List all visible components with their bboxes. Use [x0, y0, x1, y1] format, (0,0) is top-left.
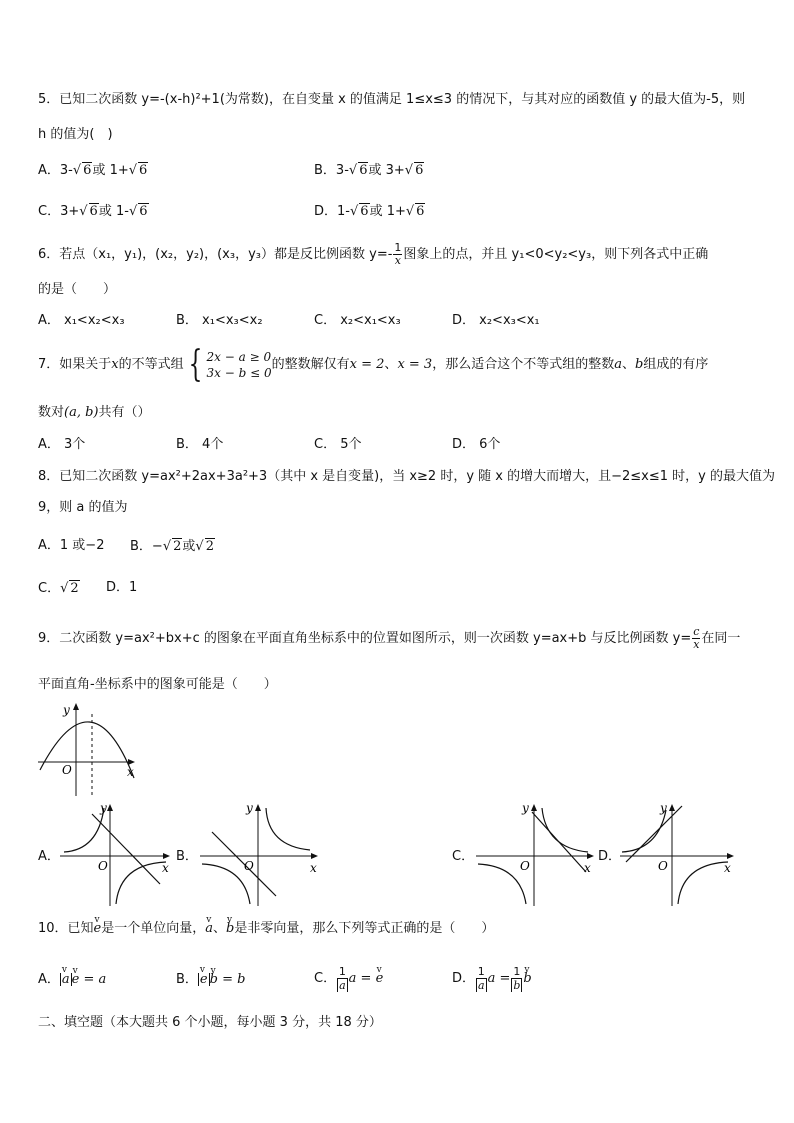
q7-stem-line1: 7．如果关于x的不等式组 { 2x − a ≥ 0 3x − b ≤ 0 的整数解仅有x = 2、x = 3，那么适合这个不等式组的整数a、b组成的有序: [38, 343, 709, 385]
q9-c-y-label: y: [522, 801, 529, 815]
q9-option-a-label: A．: [38, 849, 60, 864]
q9-stem-line1: 9．二次函数 y=ax²+bx+c 的图象在平面直角坐标系中的位置如图所示，则一次函数 y=ax+b 与反比例函数 y= $\frac{c}{x}$ 在同一: [38, 625, 741, 651]
section-2-heading: 二、填空题（本大题共 6 个小题，每小题 3 分，共 18 分）: [38, 1015, 382, 1030]
q6-option-d: D． x₂<x₃<x₁: [452, 313, 540, 328]
q5-option-a: A．3-√ 6或 1+√ 6: [38, 163, 148, 178]
q9-d-y-label: y: [660, 801, 667, 815]
q9-option-a-graph: [60, 800, 172, 908]
q7-option-b: B． 4个: [176, 437, 224, 452]
q6-option-c: C． x₂<x₁<x₃: [314, 313, 401, 328]
q6-stem-line2: 的是（ ）: [38, 282, 117, 297]
q9-option-d-label: D．: [598, 849, 622, 864]
q9-b-x-label: x: [310, 861, 317, 875]
q9-c-x-label: x: [584, 861, 591, 875]
q9-parabola-figure: [38, 700, 136, 798]
q10-stem: 10．已知v e是一个单位向量，v a、v b是非零向量，那么下列等式正确的是（ ）: [38, 921, 494, 937]
q9-option-c-graph: [476, 800, 596, 908]
q9-fraction: $\frac{c}{x}$: [693, 625, 700, 651]
q7-inequality-system: 2x − a ≥ 0 3x − b ≤ 0: [206, 349, 272, 380]
q7-option-c: C． 5个: [314, 437, 362, 452]
q6-stem-line1: 6．若点（x₁，y₁)，(x₂，y₂)，(x₃，y₃）都是反比例函数 y=- $\frac{1}{x}$ 图象上的点，并且 y₁<0<y₂<y₃，则下列各式中正确: [38, 241, 709, 267]
q5-stem-line2: h 的值为( ): [38, 127, 113, 142]
q10-option-c: C． $\frac{1}{a}$ a = v e: [314, 962, 383, 996]
q9-option-b-graph: [200, 800, 320, 908]
q9-fig-x-label: x: [127, 765, 134, 779]
q6-option-b: B． x₁<x₃<x₂: [176, 313, 263, 328]
q9-d-origin: O: [658, 859, 668, 873]
q9-option-c-label: C．: [452, 849, 475, 864]
q9-a-x-label: x: [162, 861, 169, 875]
q9-stem-line2: 平面直角-坐标系中的图象可能是（ ）: [38, 677, 277, 692]
q8-stem-line2: 9，则 a 的值为: [38, 500, 128, 515]
q8-option-c: C．√ 2: [38, 581, 79, 596]
q10-option-d: D． $\frac{1}{a}$ a = $\frac{1}{b}$ v b: [452, 962, 532, 996]
q9-c-origin: O: [520, 859, 530, 873]
q9-d-x-label: x: [724, 861, 731, 875]
q9-fig-y-label: y: [63, 703, 70, 717]
q9-b-y-label: y: [246, 801, 253, 815]
q9-a-origin: O: [98, 859, 108, 873]
q5-option-c: C．3+√ 6或 1-√ 6: [38, 204, 148, 219]
q8-option-b: B．−√ 2或√ 2: [130, 539, 214, 554]
q9-b-origin: O: [244, 859, 254, 873]
q10-option-b: B．v ev b = b: [176, 972, 245, 988]
q9-fig-origin: O: [62, 763, 72, 777]
q8-option-d: D．1: [106, 580, 138, 595]
q5-option-b: B．3-√ 6或 3+√ 6: [314, 163, 424, 178]
q9-a-y-label: y: [100, 801, 107, 815]
q8-stem-line1: 8．已知二次函数 y=ax²+2ax+3a²+3（其中 x 是自变量)，当 x≥2 时，y 随 x 的增大而增大，且−2≤x≤1 时，y 的最大值为: [38, 469, 775, 484]
q9-option-d-graph: [620, 800, 736, 908]
q8-option-a: A．1 或−2: [38, 538, 105, 553]
q7-option-a: A． 3个: [38, 437, 86, 452]
q7-stem-line2: 数对(a, b)共有（）: [38, 405, 151, 420]
q6-fraction: $\frac{1}{x}$: [394, 241, 402, 267]
q5-stem-line1: 5．已知二次函数 y=-(x-h)²+1(为常数)，在自变量 x 的值满足 1≤x≤3 的情况下，与其对应的函数值 y 的最大值为-5，则: [38, 92, 746, 107]
q5-option-d: D．1-√ 6或 1+√ 6: [314, 204, 425, 219]
q6-option-a: A． x₁<x₂<x₃: [38, 313, 125, 328]
q7-option-d: D． 6个: [452, 437, 501, 452]
q9-option-b-label: B．: [176, 849, 198, 864]
q10-option-a: A．v av e = a: [38, 972, 106, 988]
